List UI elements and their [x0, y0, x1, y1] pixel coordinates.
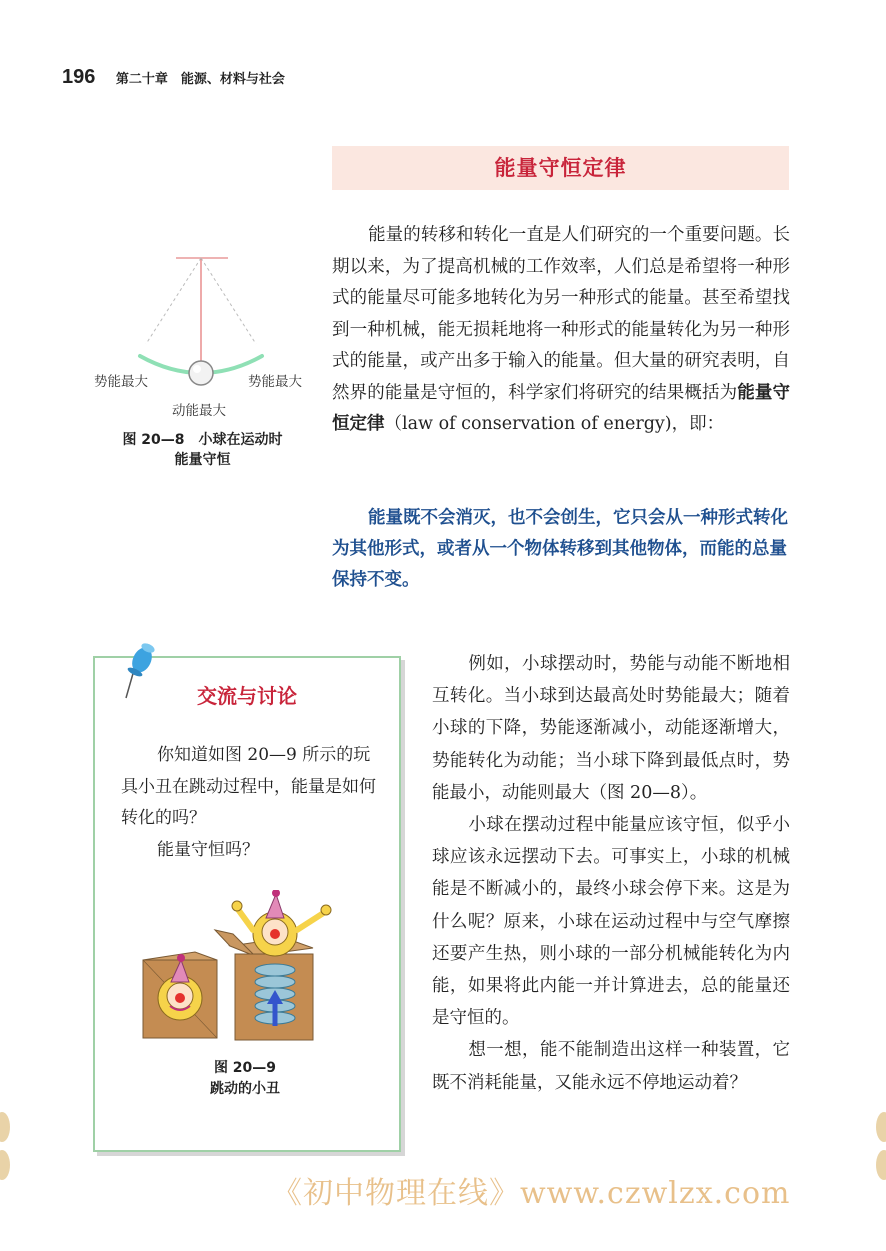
figure-20-8-caption-line1: 图 20—8 小球在运动时	[122, 432, 283, 448]
discussion-question-1: 你知道如图 20—9 所示的玩具小丑在跳动过程中，能量是如何转化的吗？	[121, 745, 376, 828]
label-kinetic-max: 动能最大	[172, 403, 226, 418]
law-term: 能量守恒定律	[332, 382, 791, 434]
chapter-title: 第二十章 能源、材料与社会	[115, 71, 285, 86]
figure-20-8-caption-line2: 能量守恒	[174, 452, 231, 468]
intro-text: 能量的转移和转化一直是人们研究的一个重要问题。长期以来，为了提高机械的工作效率，人们总是希望将一种形式的能量尽可能多地转化为另一种形式的能量。甚至希望找到一种机械，能无损耗地将一种形式的能量转化为另一种形式的能量，或产出多于输入的能量。但大量的研究表明，自然界的能量是守恒的，科学家们将研究的结果概括为	[332, 225, 790, 403]
edge-decoration	[876, 1150, 886, 1180]
page-number: 196	[62, 66, 96, 88]
label-right-potential-max: 势能最大	[248, 374, 302, 389]
section-title: 能量守恒定律	[494, 156, 627, 180]
pendulum-string-left-dashed	[146, 258, 201, 344]
figure-20-9-caption-line2: 跳动的小丑	[210, 1081, 280, 1097]
edge-decoration	[0, 1112, 10, 1142]
pendulum-diagram	[88, 252, 318, 422]
page-header	[62, 66, 285, 89]
figure-20-9-caption-line1: 图 20—9	[213, 1060, 277, 1076]
edge-decoration	[0, 1150, 10, 1180]
edge-decoration	[876, 1112, 886, 1142]
body-paragraph-2	[432, 809, 790, 1034]
body-paragraph-2-text: 小球在摆动过程中能量应该守恒，似乎小球应该永远摆动下去。可事实上，小球的机械能是不断减小的，最终小球会停下来。这是为什么呢？原来，小球在运动过程中与空气摩擦还要产生热，则小球的一部分机械能转化为内能，如果将此内能一并计算进去，总的能量还是守恒的。	[432, 815, 790, 1029]
pendulum-ball	[189, 361, 213, 385]
pendulum-string-right-dashed	[201, 258, 256, 344]
body-paragraph-1	[432, 648, 790, 809]
section-title-band	[332, 146, 789, 190]
law-statement	[332, 503, 790, 596]
pushpin-icon	[120, 640, 160, 700]
discussion-question-2: 能量守恒吗？	[157, 839, 259, 860]
discussion-text	[121, 740, 379, 866]
body-text	[432, 648, 790, 1099]
body-paragraph-1-text: 例如，小球摆动时，势能与动能不断地相互转化。当小球到达最高处时势能最大；随着小球的下降，势能逐渐减小，动能逐渐增大，势能转化为动能；当小球下降到最低点时，势能最小，动能则最大（图 20—8）。	[432, 654, 790, 803]
body-paragraph-3	[432, 1034, 790, 1098]
intro-text-after: （law of conservation of energy)，即：	[384, 414, 725, 434]
figure-20-9-caption	[93, 1058, 397, 1100]
intro-paragraph	[332, 220, 790, 441]
law-statement-text: 能量既不会消灭，也不会创生，它只会从一种形式转化为其他形式，或者从一个物体转移到其他物体，而能的总量保持不变。	[332, 508, 788, 590]
label-left-potential-max: 势能最大	[94, 374, 148, 389]
clown-illustration	[135, 890, 355, 1050]
watermark: 《初中物理在线》www.czwlzx.com	[272, 1176, 791, 1211]
spring	[255, 964, 295, 1026]
figure-20-8-caption	[100, 430, 305, 470]
discussion-title: 交流与讨论	[197, 684, 297, 708]
body-paragraph-3-text: 想一想，能不能制造出这样一种装置，它既不消耗能量，又能永远不停地运动着？	[432, 1040, 790, 1093]
